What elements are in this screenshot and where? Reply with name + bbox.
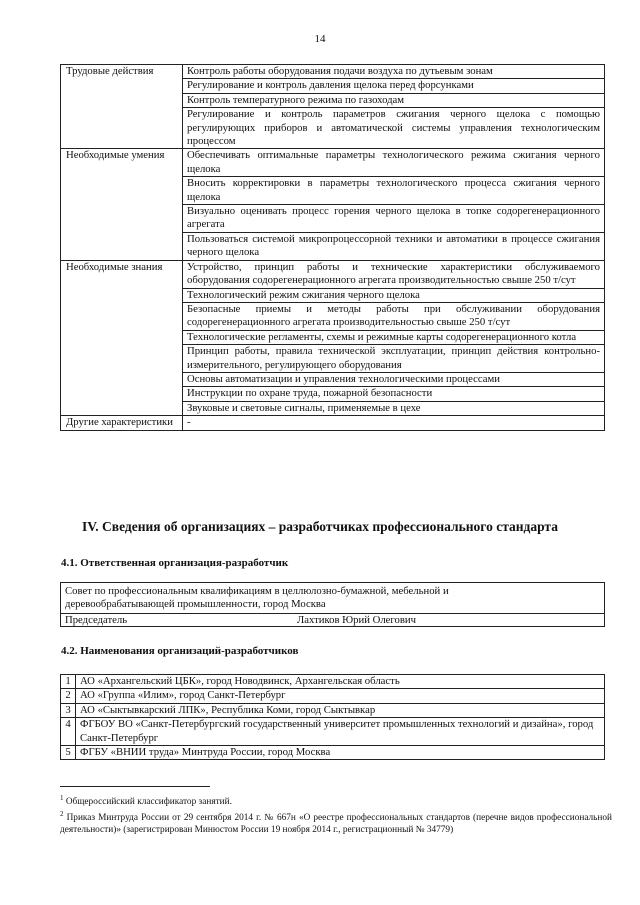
group-item: Основы автоматизации и управления технологическими процессами [183,372,605,386]
developer-name: АО «Сыктывкарский ЛПК», Республика Коми, город Сыктывкар [76,703,605,717]
developer-row [61,675,605,689]
group-item: Технологический режим сжигания черного щелока [183,288,605,302]
responsible-person: Лахтиков Юрий Олегович [297,614,417,626]
developer-name: АО «Архангельский ЦБК», город Новодвинск, Архангельская область [76,675,605,689]
responsible-position: Председатель [65,614,128,626]
group-item: Регулирование и контроль параметров сжигания черного щелока с помощью регулирующих приборов и автоматической системы управления технологическим процессом [183,108,605,149]
developer-number: 4 [61,718,76,746]
group-item: - [183,416,605,430]
group-item: Регулирование и контроль давления щелока перед форсунками [183,79,605,93]
footnote-1 [60,792,612,808]
group-item: Пользоваться системой микропроцессорной техники и автоматики в процессе сжигания черного щелока [183,232,605,260]
section-title: IV. Сведения об организациях – разработчиках профессионального стандарта [82,519,558,534]
group-item: Вносить корректировки в параметры технологического процесса сжигания черного щелока [183,177,605,205]
footnote-mark: 1 [60,794,64,802]
developer-row [61,689,605,703]
developer-row [61,718,605,746]
group-item: Обеспечивать оптимальные параметры технологического режима сжигания черного щелока [183,149,605,177]
work-functions-table [60,64,605,431]
developer-number: 1 [61,675,76,689]
developer-number: 2 [61,689,76,703]
footnote-text: Общероссийский классификатор занятий. [65,797,232,808]
developer-number: 3 [61,703,76,717]
footnotes [60,792,612,836]
table-row [61,149,605,177]
developers-table [60,674,605,760]
table-row [61,65,605,79]
responsible-org-heading: 4.1. Ответственная организация-разработчик [61,557,289,569]
group-item: Контроль температурного режима по газоходам [183,93,605,107]
developer-row [61,703,605,717]
group-item: Безопасные приемы и методы работы при обслуживании оборудования содорегенерационного агрегата производительностью свыше 250 т/сут [183,302,605,330]
developer-name: ФГБОУ ВО «Санкт-Петербургский государственный университет промышленных технологий и дизайна», город Санкт-Петербург [76,718,605,746]
footnote-rule [60,786,210,787]
group-item: Визуально оценивать процесс горения черного щелока в топке содорегенерационного агрегата [183,205,605,233]
developer-row [61,746,605,760]
group-item: Устройство, принцип работы и технические характеристики обслуживаемого оборудования содорегенерационного агрегата производительностью свыше 250 т/сут [183,260,605,288]
group-item: Принцип работы, правила технической эксплуатации, принцип действия контрольно-измерительного, регулирующего оборудования [183,345,605,373]
footnote-mark: 2 [60,810,64,819]
developer-name: АО «Группа «Илим», город Санкт-Петербург [76,689,605,703]
developers-heading: 4.2. Наименования организаций-разработчиков [61,645,299,657]
developer-name: ФГБУ «ВНИИ труда» Минтруда России, город Москва [76,746,605,760]
group-label: Необходимые знания [61,260,183,415]
group-item: Инструкции по охране труда, пожарной безопасности [183,387,605,401]
group-item: Контроль работы оборудования подачи воздуха по дутьевым зонам [183,65,605,79]
group-label: Другие характеристики [61,416,183,430]
developer-number: 5 [61,746,76,760]
table-row [61,416,605,430]
group-label: Необходимые умения [61,149,183,260]
page-number: 14 [314,33,326,45]
responsible-org-name: Совет по профессиональным квалификациям в целлюлозно-бумажной, мебельной и деревообрабатывающей промышленности, город Москва [65,585,449,611]
table-row [61,260,605,288]
footnote-2 [60,808,612,836]
group-item: Звуковые и световые сигналы, применяемые в цехе [183,401,605,415]
footnote-text: Приказ Минтруда России от 29 сентября 2014 г. № 667н «О реестре профессиональных стандартов (перечне видов профессиональной деятельности)» (зарегистрирован Минюстом России 19 ноября 2014 г., регистрационный № 34779) [60,813,613,836]
group-label: Трудовые действия [61,65,183,149]
group-item: Технологические регламенты, схемы и режимные карты содорегенерационного котла [183,330,605,344]
